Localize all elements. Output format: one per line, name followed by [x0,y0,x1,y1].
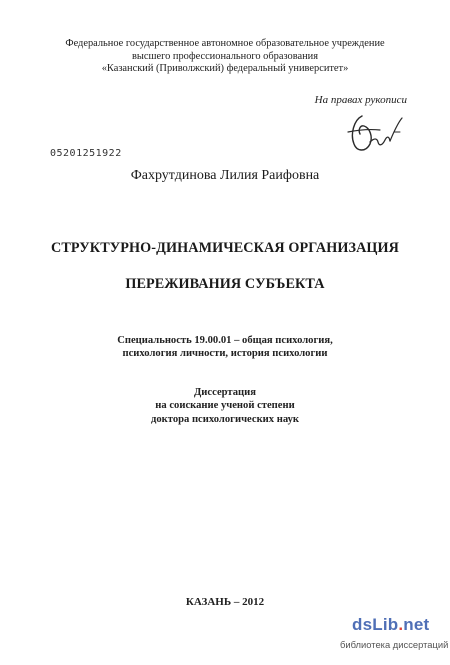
specialty-block [0,334,450,361]
dissertation-block [0,386,450,426]
dslib-watermark [340,615,449,661]
dissertation-line: Диссертация [194,387,256,398]
watermark-domain-dot: . [398,615,404,634]
watermark-domain-tld: net [403,615,430,634]
institution-line: Федеральное государственное автономное образовательное учреждение [65,38,385,49]
title-line-1: СТРУКТУРНО-ДИНАМИЧЕСКАЯ ОРГАНИЗАЦИЯ [50,240,400,256]
watermark-domain-main: dsLib [352,615,399,634]
dissertation-line: на соискание ученой степени [155,400,295,412]
specialty-line: психология личности, история психологии [122,348,328,360]
institution-line: «Казанский (Приволжский) федеральный университет» [101,63,349,75]
author-name: Фахрутдинова Лилия Раифовна [130,168,320,183]
manuscript-note: На правах рукописи [314,94,407,106]
city-year: КАЗАНЬ – 2012 [185,596,265,608]
title-line-2: ПЕРЕЖИВАНИЯ СУБЪЕКТА [125,276,325,292]
handwritten-signature [340,110,410,158]
registration-code: 05201251922 [50,148,122,159]
dissertation-line: доктора психологических наук [151,413,299,425]
institution-line: высшего профессионального образования [132,50,318,62]
institution-header [0,38,450,76]
specialty-line: Специальность 19.00.01 – общая психология, [117,335,333,346]
watermark-tagline: библиотека диссертаций [340,639,449,650]
watermark-domain [352,615,429,635]
